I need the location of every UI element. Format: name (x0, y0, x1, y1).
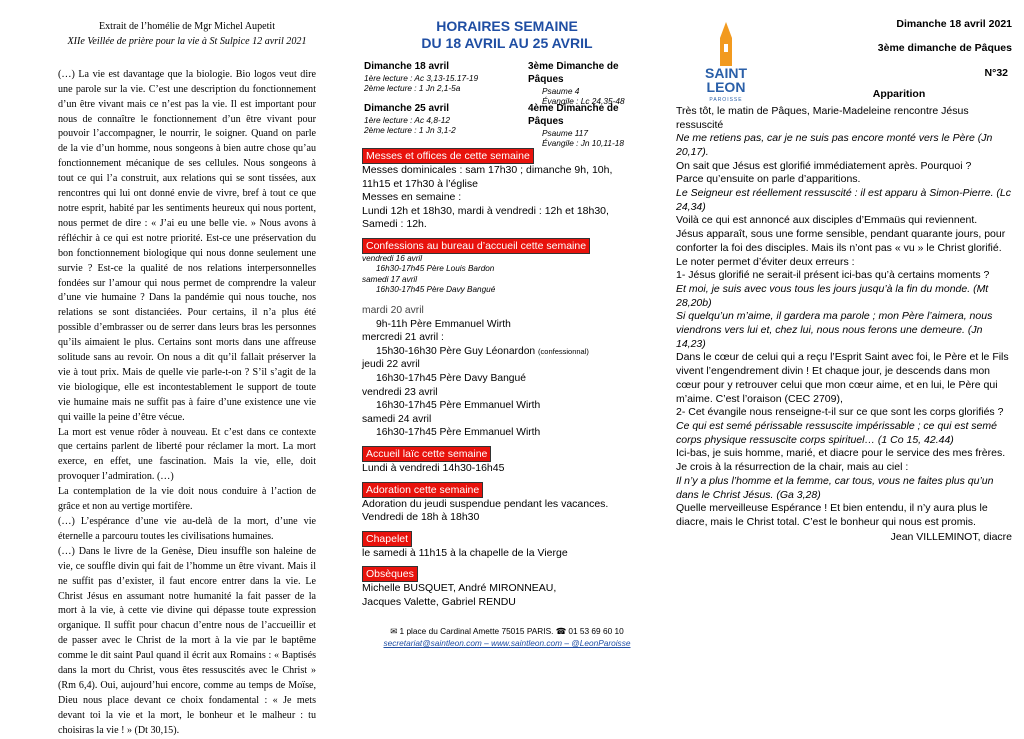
article-paragraph: Quelle merveilleuse Espérance ! Et bien entendu, il n’y aura plus le diacre, mais le Christ total. C’est le bonheur qui nous est promis. (676, 502, 988, 528)
confession-slot: 16h30-17h45 Père Davy Bangué (376, 372, 526, 384)
article-paragraph: 1- Jésus glorifié ne serait-il présent ici-bas qu’à certains moments ? (676, 269, 990, 282)
article-paragraph: Jésus apparaît, sous une forme sensible, pendant quarante jours, pour conforter la foi des disciples. Mais ils n’ont pas « vu » le Christ glorifié. (676, 228, 1006, 254)
article-paragraph: Voilà ce qui est annoncé aux disciples d’Emmaüs qui reviennent. (676, 214, 978, 227)
adoration-line: Adoration du jeudi suspendue pendant les vacances. (362, 497, 609, 510)
masses-line: 11h15 et 17h30 à l’église (362, 177, 478, 190)
homily-body (58, 68, 316, 739)
accueil-text: Lundi à vendredi 14h30-16h45 (362, 461, 505, 474)
confession-slot: 16h30-17h45 Père Louis Bardon (376, 264, 495, 274)
adoration-line: Vendredi de 18h à 18h30 (362, 511, 480, 524)
confessions-heading: Confessions au bureau d’accueil cette semaine (362, 238, 590, 254)
issue-date: Dimanche 18 avril 2021 (896, 18, 1012, 30)
gospel: Évangile : Lc 24,35-48 (542, 96, 625, 106)
readings-block (362, 58, 652, 162)
accueil-section (362, 446, 652, 476)
article-quote: Et moi, je suis avec vous tous les jours jusqu’à la fin du monde. (Mt 28,20b) (676, 282, 989, 309)
contact-footer (362, 625, 652, 649)
article-quote: Ne me retiens pas, car je ne suis pas encore monté vers le Père (Jn 20,17). (676, 132, 993, 158)
masses-line: Lundi 12h et 18h30, mardi à vendredi : 12h et 18h30, (362, 204, 609, 217)
article-paragraph: Parce qu’ensuite on parle d’apparitions. (676, 173, 861, 186)
reading-day-2 (364, 102, 456, 135)
parish-address: ✉ 1 place du Cardinal Amette 75015 PARIS. ☎ 01 53 69 60 10 (390, 626, 624, 637)
parish-logo (698, 22, 754, 108)
masses-heading: Messes et offices de cette semaine (362, 148, 534, 164)
signature: Jean VILLEMINOT, diacre (890, 530, 1012, 543)
homily-author: Extrait de l’homélie de Mgr Michel Aupetit (98, 21, 276, 32)
article-body (676, 105, 1012, 530)
confession-slot: 16h30-17h45 Père Emmanuel Wirth (376, 400, 541, 412)
logo-saint: SAINT (705, 65, 747, 81)
schedule-column (362, 0, 652, 649)
obseques-heading: Obsèques (362, 566, 418, 582)
masses-line: Messes dominicales : sam 17h30 ; dimanche 9h, 10h, (362, 164, 613, 176)
schedule-title-line2: DU 18 AVRIL AU 25 AVRIL (421, 35, 593, 51)
accueil-heading: Accueil laïc cette semaine (362, 446, 491, 462)
article-paragraph: On sait que Jésus est glorifié immédiatement après. Pourquoi ? (676, 159, 972, 172)
article-paragraph: Le noter permet d’éviter deux erreurs : (676, 255, 855, 268)
obseques-section (362, 566, 652, 609)
logo-paroisse: PAROISSE (709, 97, 743, 103)
homily-event: XIIe Veillée de prière pour la vie à St Sulpice 12 avril 2021 (67, 35, 307, 47)
gospel: Évangile : Jn 10,11-18 (542, 138, 624, 148)
psalm: Psaume 4 (542, 86, 580, 96)
second-reading: 2ème lecture : 1 Jn 2,1-5a (364, 83, 461, 93)
reading-feast-2 (528, 102, 652, 148)
homily-column (58, 0, 316, 739)
second-reading: 2ème lecture : 1 Jn 3,1-2 (364, 125, 456, 135)
article-title: Apparition (872, 88, 926, 101)
obseques-line: Michelle BUSQUET, André MIRONNEAU, (362, 582, 557, 595)
schedule-title (362, 18, 652, 52)
confession-slot: 9h-11h Père Emmanuel Wirth (376, 318, 511, 330)
confession-day: mercredi 21 avril : (362, 332, 444, 344)
chapelet-text: le samedi à 11h15 à la chapelle de la Vierge (362, 546, 568, 559)
logo-leon: LEON (706, 79, 746, 95)
contact-links[interactable]: secretariat@saintleon.com – www.saintleon.com – @LeonParoisse (383, 638, 631, 649)
confession-day: vendredi 16 avril (362, 253, 423, 263)
liturgical-sunday: 3ème dimanche de Pâques (877, 41, 1012, 54)
article-quote: Le Seigneur est réellement ressuscité : il est apparu à Simon-Pierre. (Lc 24,34) (676, 187, 1011, 213)
masses-line: Messes en semaine : (362, 191, 462, 204)
masses-line: Samedi : 12h. (362, 218, 427, 231)
feast-label: 4ème Dimanche de Pâques (528, 103, 619, 127)
confession-note: (confessionnal) (538, 346, 589, 356)
confession-day: samedi 17 avril (362, 274, 418, 284)
confession-day: mardi 20 avril (362, 304, 424, 316)
homily-paragraph: (…) L’espérance d’une vie au-delà de la mort, d’une vie éternelle a parcouru toutes les civilisations humaines. (58, 516, 316, 542)
confession-day: samedi 24 avril (362, 413, 432, 425)
confession-slot: 15h30-16h30 Père Guy Léonardon (376, 345, 536, 357)
obseques-line: Jacques Valette, Gabriel RENDU (362, 595, 516, 608)
confession-day: vendredi 23 avril (362, 386, 438, 398)
confession-day: jeudi 22 avril (362, 359, 420, 371)
article-paragraph: Je crois à la résurrection de la chair, mais au ciel : (676, 461, 909, 474)
article-paragraph: Dans le cœur de celui qui a reçu l’Esprit Saint avec foi, le Père et le Fils vivent l’engendrement divin ! Et chaque jour, je descends dans mon cœur pour y retrouver celui que mon cœur aime, et en lui, le Père qui m’aime. C’est l’oraison (CEC 2709), (676, 351, 1009, 405)
reading-day-label: Dimanche 25 avril (364, 103, 450, 114)
homily-paragraph: La contemplation de la vie doit nous conduire à l’action de grâce et non au vertige mortifère. (58, 486, 316, 513)
chapelet-section (362, 531, 652, 561)
article-quote: Ce qui est semé périssable ressuscite impérissable ; ce qui est semé corps physique ressuscite corps spirituel… (1 Co 15, 42.44) (676, 419, 997, 446)
editorial-column (676, 0, 1012, 544)
reading-feast-1 (528, 60, 652, 106)
first-reading: 1ère lecture : Ac 3,13-15.17-19 (364, 73, 479, 83)
feast-label: 3ème Dimanche de Pâques (528, 61, 619, 85)
confession-slot: 16h30-17h45 Père Emmanuel Wirth (376, 427, 541, 439)
church-tower-icon (712, 22, 740, 66)
confession-slot: 16h30-17h45 Père Davy Bangué (376, 285, 496, 295)
reading-day-label: Dimanche 18 avril (364, 61, 450, 72)
homily-paragraph: La mort est venue rôder à nouveau. Et c’est dans ce contexte que certains parlent de liberté pour réclamer la mort. La mort exerce, en effet, une fascination. Mais la vie, elle, doit provoquer l’admiration. (…) (58, 426, 316, 483)
psalm: Psaume 117 (542, 128, 588, 138)
adoration-heading: Adoration cette semaine (362, 482, 483, 498)
article-quote: Il n’y a plus l’homme et la femme, car tous, vous ne faites plus qu’un dans le Christ Jésus. (Ga 3,28) (676, 474, 994, 501)
homily-paragraph: (…) Dans le livre de la Genèse, Dieu insuffle son haleine de vie, ce souffle divin qui fait de l’homme un être vivant. Mais il ne suffit pas d’exister, il faut encore entrer dans la vie. Le Christ Jésus en assumant notre humanité la fait passer de la mort à la vie, à cette vie divine qui dépasse toute expression organique. Il suffit pour chacun d’entre nous de l’accueillir et de passer avec le Christ de la mort à la vie par le baptême comme le dit saint Paul quand il écrit aux Romains : « Baptisés dans la mort du Christ, vous êtes ressuscités avec le Christ » (Rm 6,4). Oui, aujourd’hui encore, comme au temps de Moïse, Dieu nous place devant ce choix fondamental : « Je mets devant toi la vie et la mort, le bonheur et le malheur : tu choisiras la vie ! » (Dt 30,15). (58, 545, 316, 736)
chapelet-heading: Chapelet (362, 531, 412, 547)
issue-number: N°32 (984, 67, 1008, 80)
confessions-section (362, 238, 652, 440)
article-paragraph: 2- Cet évangile nous renseigne-t-il sur ce que sont les corps glorifiés ? (676, 406, 1004, 419)
adoration-section (362, 482, 652, 525)
article-quote: Si quelqu’un m’aime, il gardera ma parole ; mon Père l’aimera, nous viendrons vers lui et, chez lui, nous nous ferons une demeure. (Jn 14,23) (676, 310, 993, 350)
article-paragraph: Très tôt, le matin de Pâques, Marie-Madeleine rencontre Jésus ressuscité (676, 104, 969, 131)
schedule-title-line1: HORAIRES SEMAINE (436, 18, 578, 34)
reading-day-1 (364, 60, 478, 93)
article-paragraph: Ici-bas, je suis homme, marié, et diacre pour le service des mes frères. (676, 447, 1006, 460)
first-reading: 1ère lecture : Ac 4,8-12 (364, 115, 450, 125)
homily-paragraph: (…) La vie est davantage que la biologie. Bio logos veut dire une parole sur la vie. C’est une description du fonctionnement d’un être vivant mais ce n’est pas la vie. Il est important pour nous de connaître le fonctionnement d’un être vivant pour pouvoir l’accompagner, le nourrir, le soigner. Quand on parle de la vie d’un homme, nous songeons à bien autre chose qu’au fonctionnement mécanique de ses cellules. Nous songeons à tout ce qui l’a construit, aux relations qui se sont tissées, aux rencontres qui lui ont donné envie de vivre, bref à tout ce que notre esprit, habité par les sentiments heureux qui nous portent, nous permet de dire : « J’ai eu une belle vie. » Nous avons à réfléchir à ce qui est notre priorité. Est-ce une préservation du bon fonctionnement biologique qui nous donne seulement une survie ? Est-ce la qualité de nos relations interpersonnelles fondées sur l’amour qui nous permet de comprendre la valeur d’une vie humaine ? Dans la pandémie qui nous touche, nos relations se sont distanciées. Pour certains, il n’a plus été possible d’embrasser ou de serrer dans leurs bras les personnes qu’ils aimaient le plus. Certains sont morts dans une affreuse solitude sans au revoir. On nous a dit qu’il fallait préserver la vie à tout prix. Mais de quelle vie parle-t-on ? S’il s’agit de la vie biologique, elle est incontestablement le support de toute vie humaine mais ne suffit pas à faire d’une existence une vie qui vaille la peine d’être vécue. (58, 68, 316, 423)
